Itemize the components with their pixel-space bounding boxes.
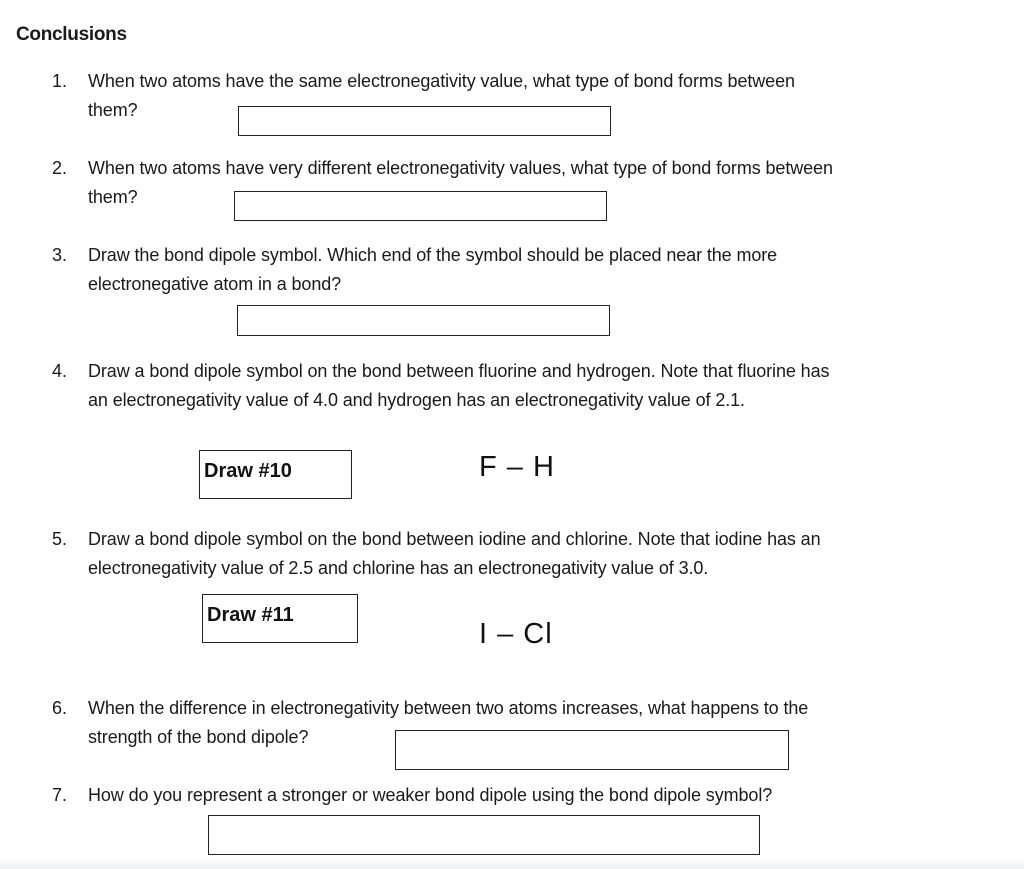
answer-2-input[interactable] bbox=[234, 191, 607, 221]
question-6-text-line1: When the difference in electronegativity between two atoms increases, what happens to the bbox=[88, 698, 809, 718]
question-1-text-line1: When two atoms have the same electronegativity value, what type of bond forms between bbox=[88, 71, 795, 91]
question-2-text-line2: them? bbox=[88, 187, 138, 207]
question-4-text-line2: an electronegativity value of 4.0 and hydrogen has an electronegativity value of 2.1. bbox=[88, 390, 745, 410]
question-3-number: 3. bbox=[52, 245, 68, 265]
question-1-number: 1. bbox=[52, 71, 68, 91]
question-3-text-line1: Draw the bond dipole symbol. Which end of the symbol should be placed near the more bbox=[88, 245, 778, 265]
question-5-text-line2: electronegativity value of 2.5 and chlorine has an electronegativity value of 3.0. bbox=[88, 558, 709, 578]
question-5-number: 5. bbox=[52, 529, 68, 549]
question-3-text-line2: electronegative atom in a bond? bbox=[88, 274, 342, 294]
answer-3-input[interactable] bbox=[237, 305, 610, 336]
draw-box-10[interactable]: Draw #10 bbox=[199, 450, 352, 499]
answer-7-input[interactable] bbox=[208, 815, 760, 855]
answer-6-input[interactable] bbox=[395, 730, 789, 770]
question-4-text-line1: Draw a bond dipole symbol on the bond between fluorine and hydrogen. Note that fluorine has bbox=[88, 361, 830, 381]
answer-1-input[interactable] bbox=[238, 106, 611, 136]
formula-fluorine-hydrogen: F – H bbox=[479, 451, 555, 483]
draw-box-11[interactable]: Draw #11 bbox=[202, 594, 358, 643]
question-2-text-line1: When two atoms have very different electronegativity values, what type of bond forms between bbox=[88, 158, 833, 178]
section-title: Conclusions bbox=[16, 24, 127, 45]
formula-iodine-chlorine: I – Cl bbox=[479, 618, 553, 650]
question-7-text-line1: How do you represent a stronger or weaker bond dipole using the bond dipole symbol? bbox=[88, 785, 773, 805]
question-6-text-line2: strength of the bond dipole? bbox=[88, 727, 309, 747]
question-7-number: 7. bbox=[52, 785, 68, 805]
question-6-number: 6. bbox=[52, 698, 68, 718]
question-2-number: 2. bbox=[52, 158, 68, 178]
page-bottom-shadow bbox=[0, 857, 1024, 869]
question-5-text-line1: Draw a bond dipole symbol on the bond between iodine and chlorine. Note that iodine has an bbox=[88, 529, 821, 549]
question-1-text-line2: them? bbox=[88, 100, 138, 120]
question-4-number: 4. bbox=[52, 361, 68, 381]
